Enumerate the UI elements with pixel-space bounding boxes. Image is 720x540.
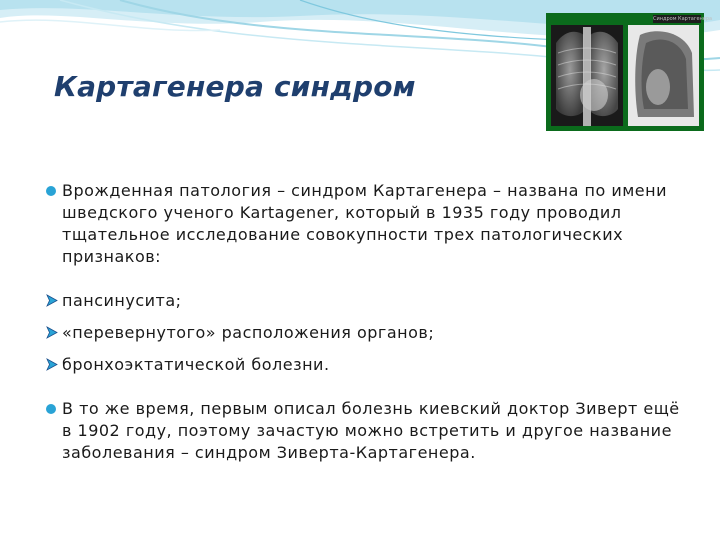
xray-pictures — [546, 13, 713, 131]
sign-item-2 — [44, 322, 684, 344]
bullet-paragraph-2 — [44, 398, 684, 464]
slide-content — [44, 180, 684, 464]
arrow-bullet-icon — [45, 326, 58, 339]
chest-xray-image — [546, 13, 713, 131]
sign-item-label: пансинусита; — [62, 291, 182, 310]
arrow-bullet-icon — [45, 294, 58, 307]
paragraph-2-text: В то же время, первым описал болезнь киевский доктор Зиверт ещё в 1902 году, поэтому зачастую можно встретить и другое название заболевания – синдром Зиверта-Картагенера. — [62, 399, 680, 462]
bullet-paragraph-1 — [44, 180, 684, 268]
xray-caption: Синдром Картагенера — [653, 16, 713, 22]
sign-item-1 — [44, 290, 684, 312]
arrow-bullet-icon — [45, 358, 58, 371]
circle-bullet-icon — [46, 404, 56, 414]
paragraph-1-text: Врожденная патология – синдром Картагенера – названа по имени шведского ученого Kartagener, который в 1935 году проводил тщательное исследование совокупности трех патологических признаков: — [62, 181, 667, 266]
sign-item-label: бронхоэктатической болезни. — [62, 355, 330, 374]
circle-bullet-icon — [46, 186, 56, 196]
sign-item-3 — [44, 354, 684, 376]
slide-title: Картагенера синдром — [54, 70, 416, 103]
sign-item-label: «перевернутого» расположения органов; — [62, 323, 435, 342]
